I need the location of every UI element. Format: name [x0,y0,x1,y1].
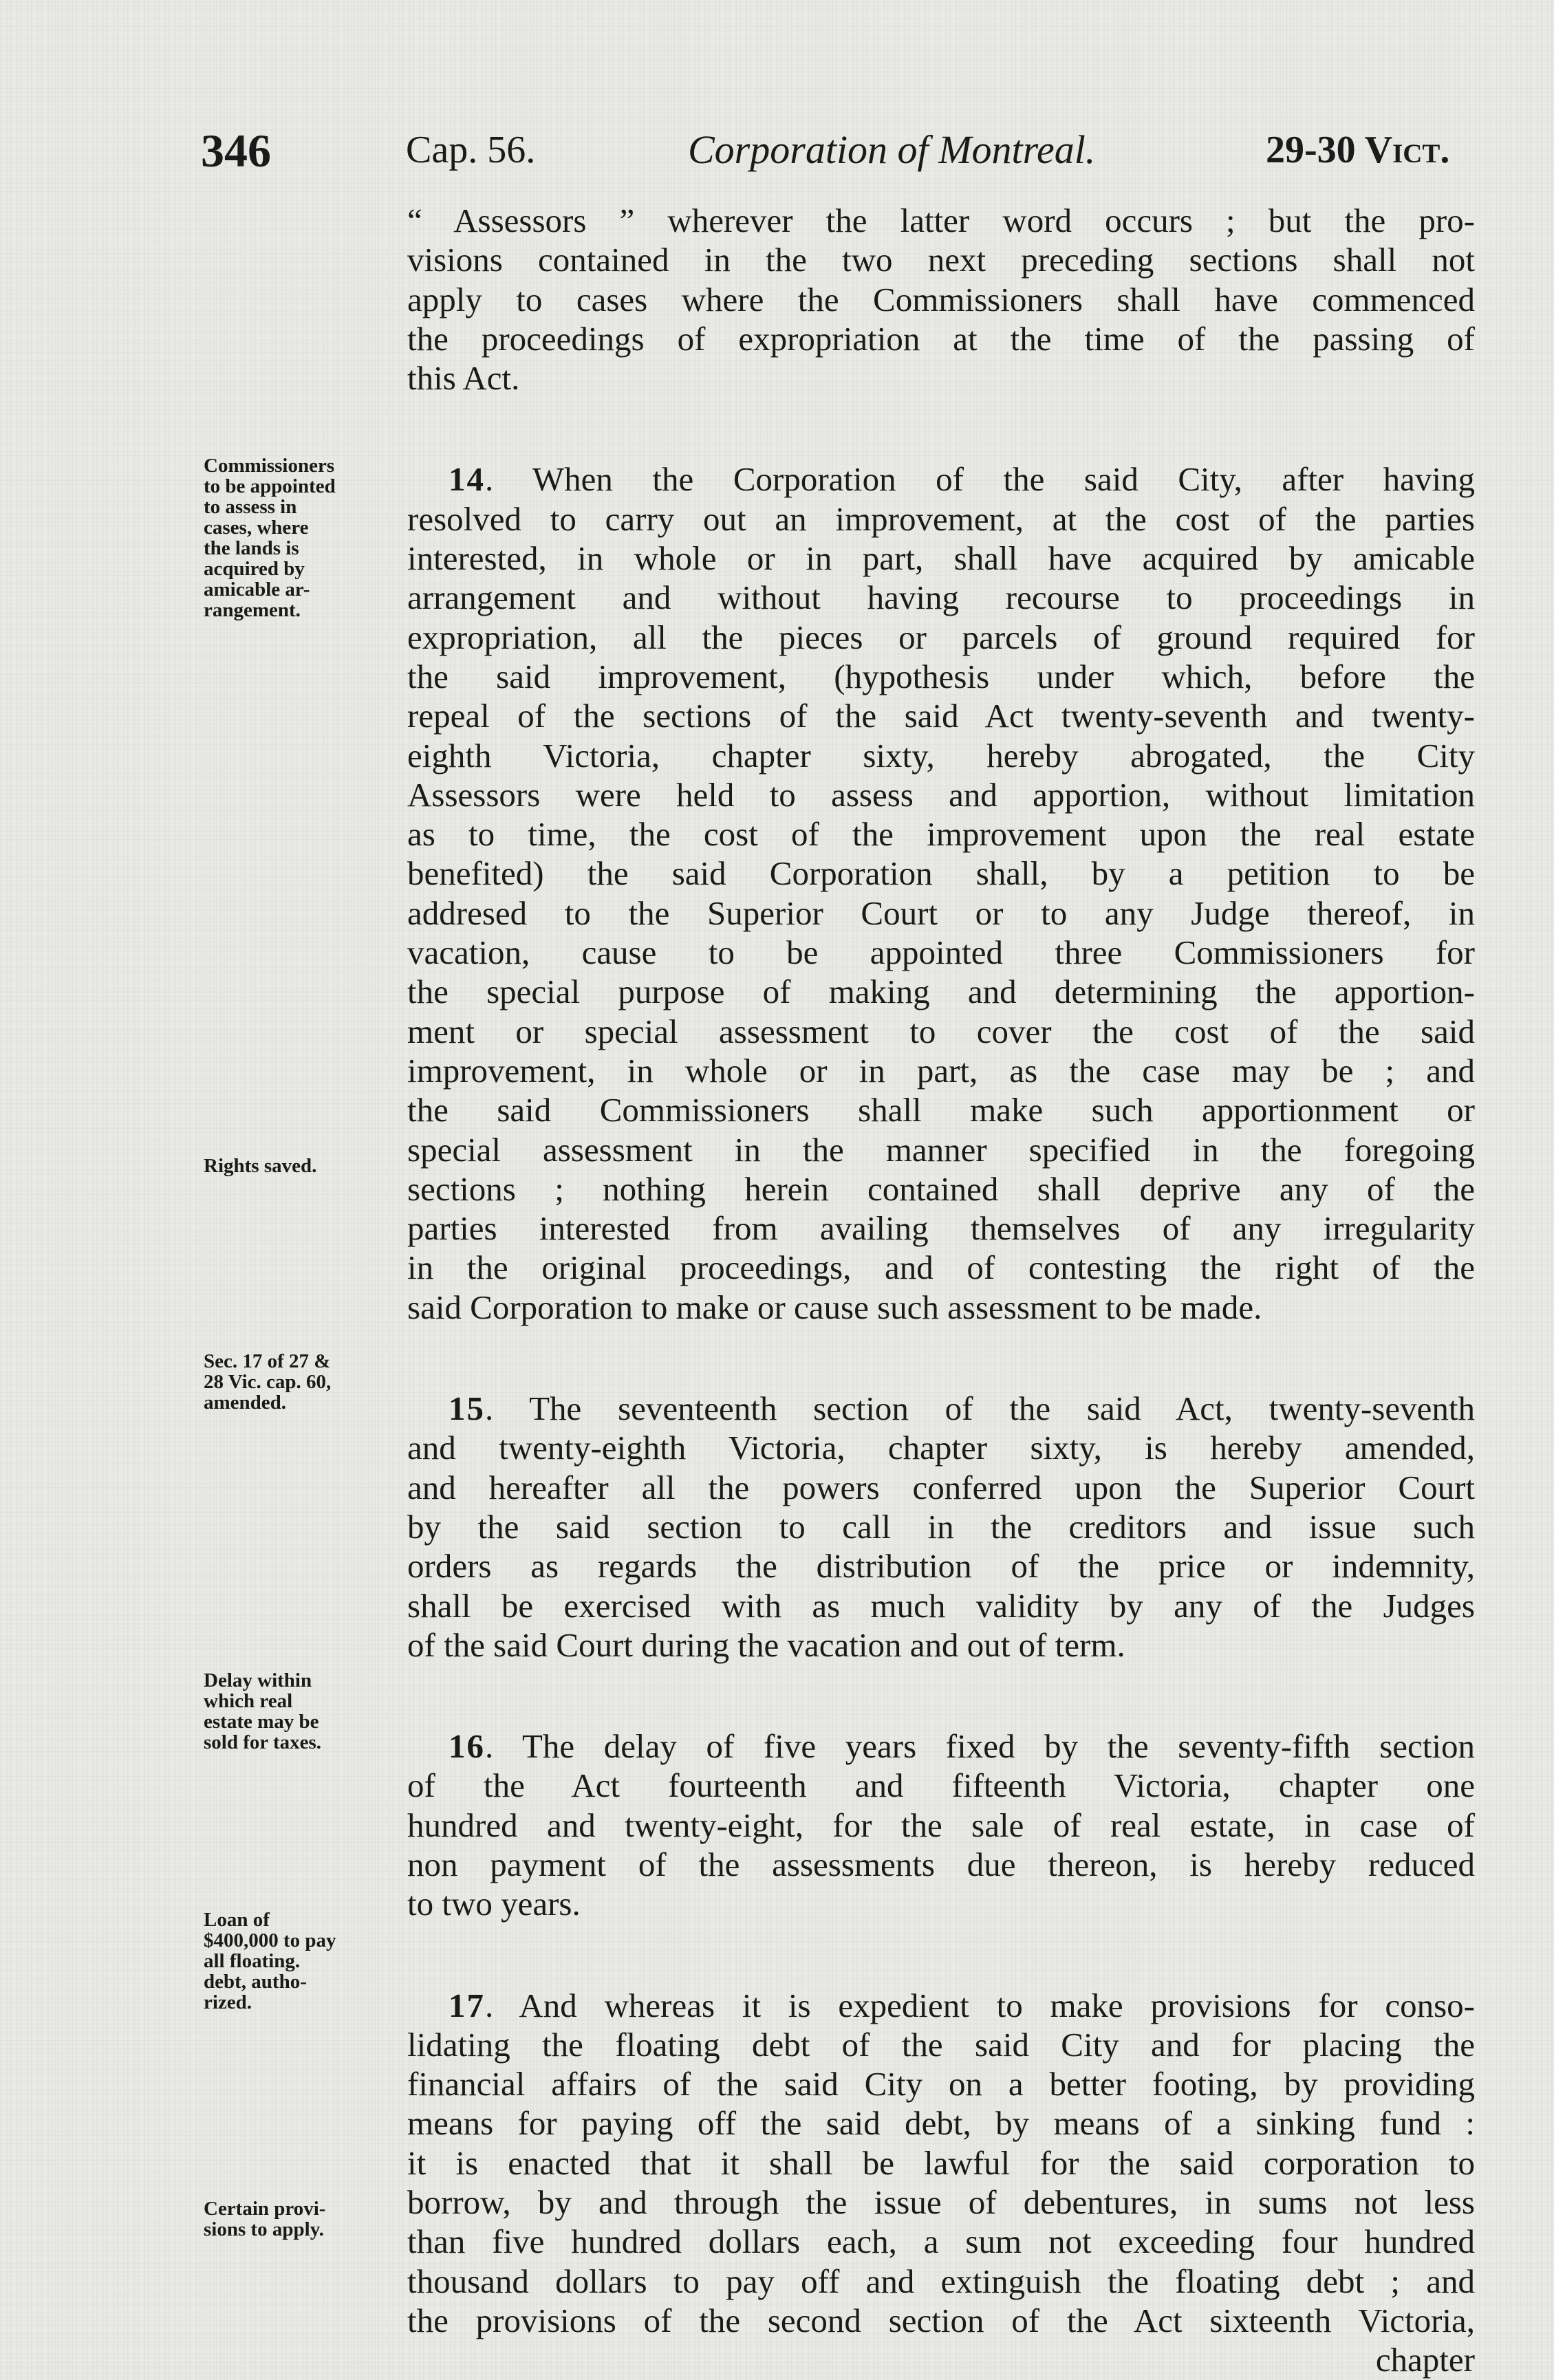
text-line: benefited) the said Corporation shall, by a petition to be [407,854,1475,893]
margin-note-commissioners: Commissioners to be appointed to assess in cases, where the lands is acquired by amicable ar- rangement. [204,455,336,621]
text-line: as to time, the cost of the improvement upon the real estate [407,815,1475,854]
text-line: the said improvement, (hypothesis under which, before the [407,657,1475,695]
text-line: Assessors were held to assess and apportion, without limitation [407,775,1475,814]
text-line: vacation, cause to be appointed three Commissioners for [407,933,1475,972]
text-line: addresed to the Superior Court or to any Judge thereof, in [407,894,1475,932]
section-number: 15 [449,1389,485,1428]
text-line: the proceedings of expropriation at the time of the passing of [407,319,1475,358]
text-line: sections ; nothing herein contained shall deprive any of the [407,1169,1475,1208]
text-line: improvement, in whole or in part, as the case may be ; and [407,1051,1475,1090]
text-line: than five hundred dollars each, a sum not exceeding four hundred [407,2222,1475,2261]
section-14-first-line: 14. When the Corporation of the said City, after having [449,460,1475,499]
text-line: visions contained in the two next preceding sections shall not [407,241,1475,279]
margin-note-delay: Delay within which real estate may be sold for taxes. [204,1669,322,1753]
text-line: financial affairs of the said City on a better footing, by providing [407,2065,1475,2103]
text-line: in the original proceedings, and of contesting the right of the [407,1248,1475,1287]
text-line: lidating the floating debt of the said City and for placing the [407,2025,1475,2064]
text-line: and hereafter all the powers conferred upon the Superior Court [407,1468,1475,1506]
text-line: resolved to carry out an improvement, at the cost of the parties [407,499,1475,538]
text-line: by the said section to call in the creditors and issue such [407,1507,1475,1546]
text-line: repeal of the sections of the said Act twenty-seventh and twenty- [407,697,1475,735]
text-line: eighth Victoria, chapter sixty, hereby abrogated, the City [407,736,1475,775]
text-line: it is enacted that it shall be lawful for the said corporation to [407,2143,1475,2182]
text-line: interested, in whole or in part, shall have acquired by amicable [407,539,1475,578]
regnal-year: 29-30 Vict. [1266,129,1450,171]
text-line: expropriation, all the pieces or parcels of ground required for [407,618,1475,656]
text-line: to two years. [407,1885,581,1923]
text-line: special assessment in the manner specified in the foregoing [407,1130,1475,1169]
chapter-label: Cap. 56. [406,129,536,171]
section-number: 17 [449,1986,485,2024]
text-line: hundred and twenty-eight, for the sale of real estate, in case of [407,1806,1475,1844]
margin-note-rights-saved: Rights saved. [204,1155,317,1177]
text-line: the special purpose of making and determining the apportion- [407,973,1475,1011]
text-line: “ Assessors ” wherever the latter word occurs ; but the pro- [407,202,1475,239]
text-line: this Act. [407,359,520,398]
section-number: 14 [449,460,485,499]
margin-note-sec-17: Sec. 17 of 27 & 28 Vic. cap. 60, amended. [204,1350,332,1414]
text-line: non payment of the assessments due thereon, is hereby reduced [407,1845,1475,1883]
running-title: Corporation of Montreal. [688,127,1096,172]
text-line: shall be exercised with as much validity by any of the Judges [407,1586,1475,1625]
page-number: 346 [201,125,271,177]
margin-note-loan: Loan of $400,000 to pay all floating. debt, autho- rized. [204,1909,336,2013]
text-line: ment or special assessment to cover the cost of the said [407,1012,1475,1050]
running-header [0,124,1554,186]
text-line: thousand dollars to pay off and extinguish the floating debt ; and [407,2262,1475,2300]
text-line: apply to cases where the Commissioners shall have commenced [407,280,1475,318]
text-line: said Corporation to make or cause such assessment to be made. [407,1288,1262,1326]
text-line: orders as regards the distribution of the price or indemnity, [407,1547,1475,1586]
text-line: of the said Court during the vacation and out of term. [407,1625,1125,1664]
text-line: parties interested from availing themselves of any irregularity [407,1209,1475,1248]
text-line: of the Act fourteenth and fifteenth Victoria, chapter one [407,1766,1475,1805]
text-line: means for paying off the said debt, by means of a sinking fund : [407,2104,1475,2143]
body-text [407,201,1475,2380]
section-16-first-line: 16. The delay of five years fixed by the seventy-fifth section [449,1727,1475,1766]
section-15-first-line: 15. The seventeenth section of the said Act, twenty-seventh [449,1389,1475,1428]
text-line: borrow, by and through the issue of debentures, in sums not less [407,2183,1475,2222]
text-line: and twenty-eighth Victoria, chapter sixty, is hereby amended, [407,1429,1475,1467]
margin-note-certain-provisions: Certain provi- sions to apply. [204,2198,326,2240]
text-line: arrangement and without having recourse to proceedings in [407,578,1475,617]
text-line: the said Commissioners shall make such apportionment or [407,1091,1475,1129]
section-number: 16 [449,1727,485,1766]
text-line: the provisions of the second section of the Act sixteenth Victoria, [407,2301,1475,2339]
section-17-first-line: 17. And whereas it is expedient to make provisions for conso- [449,1986,1475,2024]
catchword: chapter [1375,2341,1475,2379]
